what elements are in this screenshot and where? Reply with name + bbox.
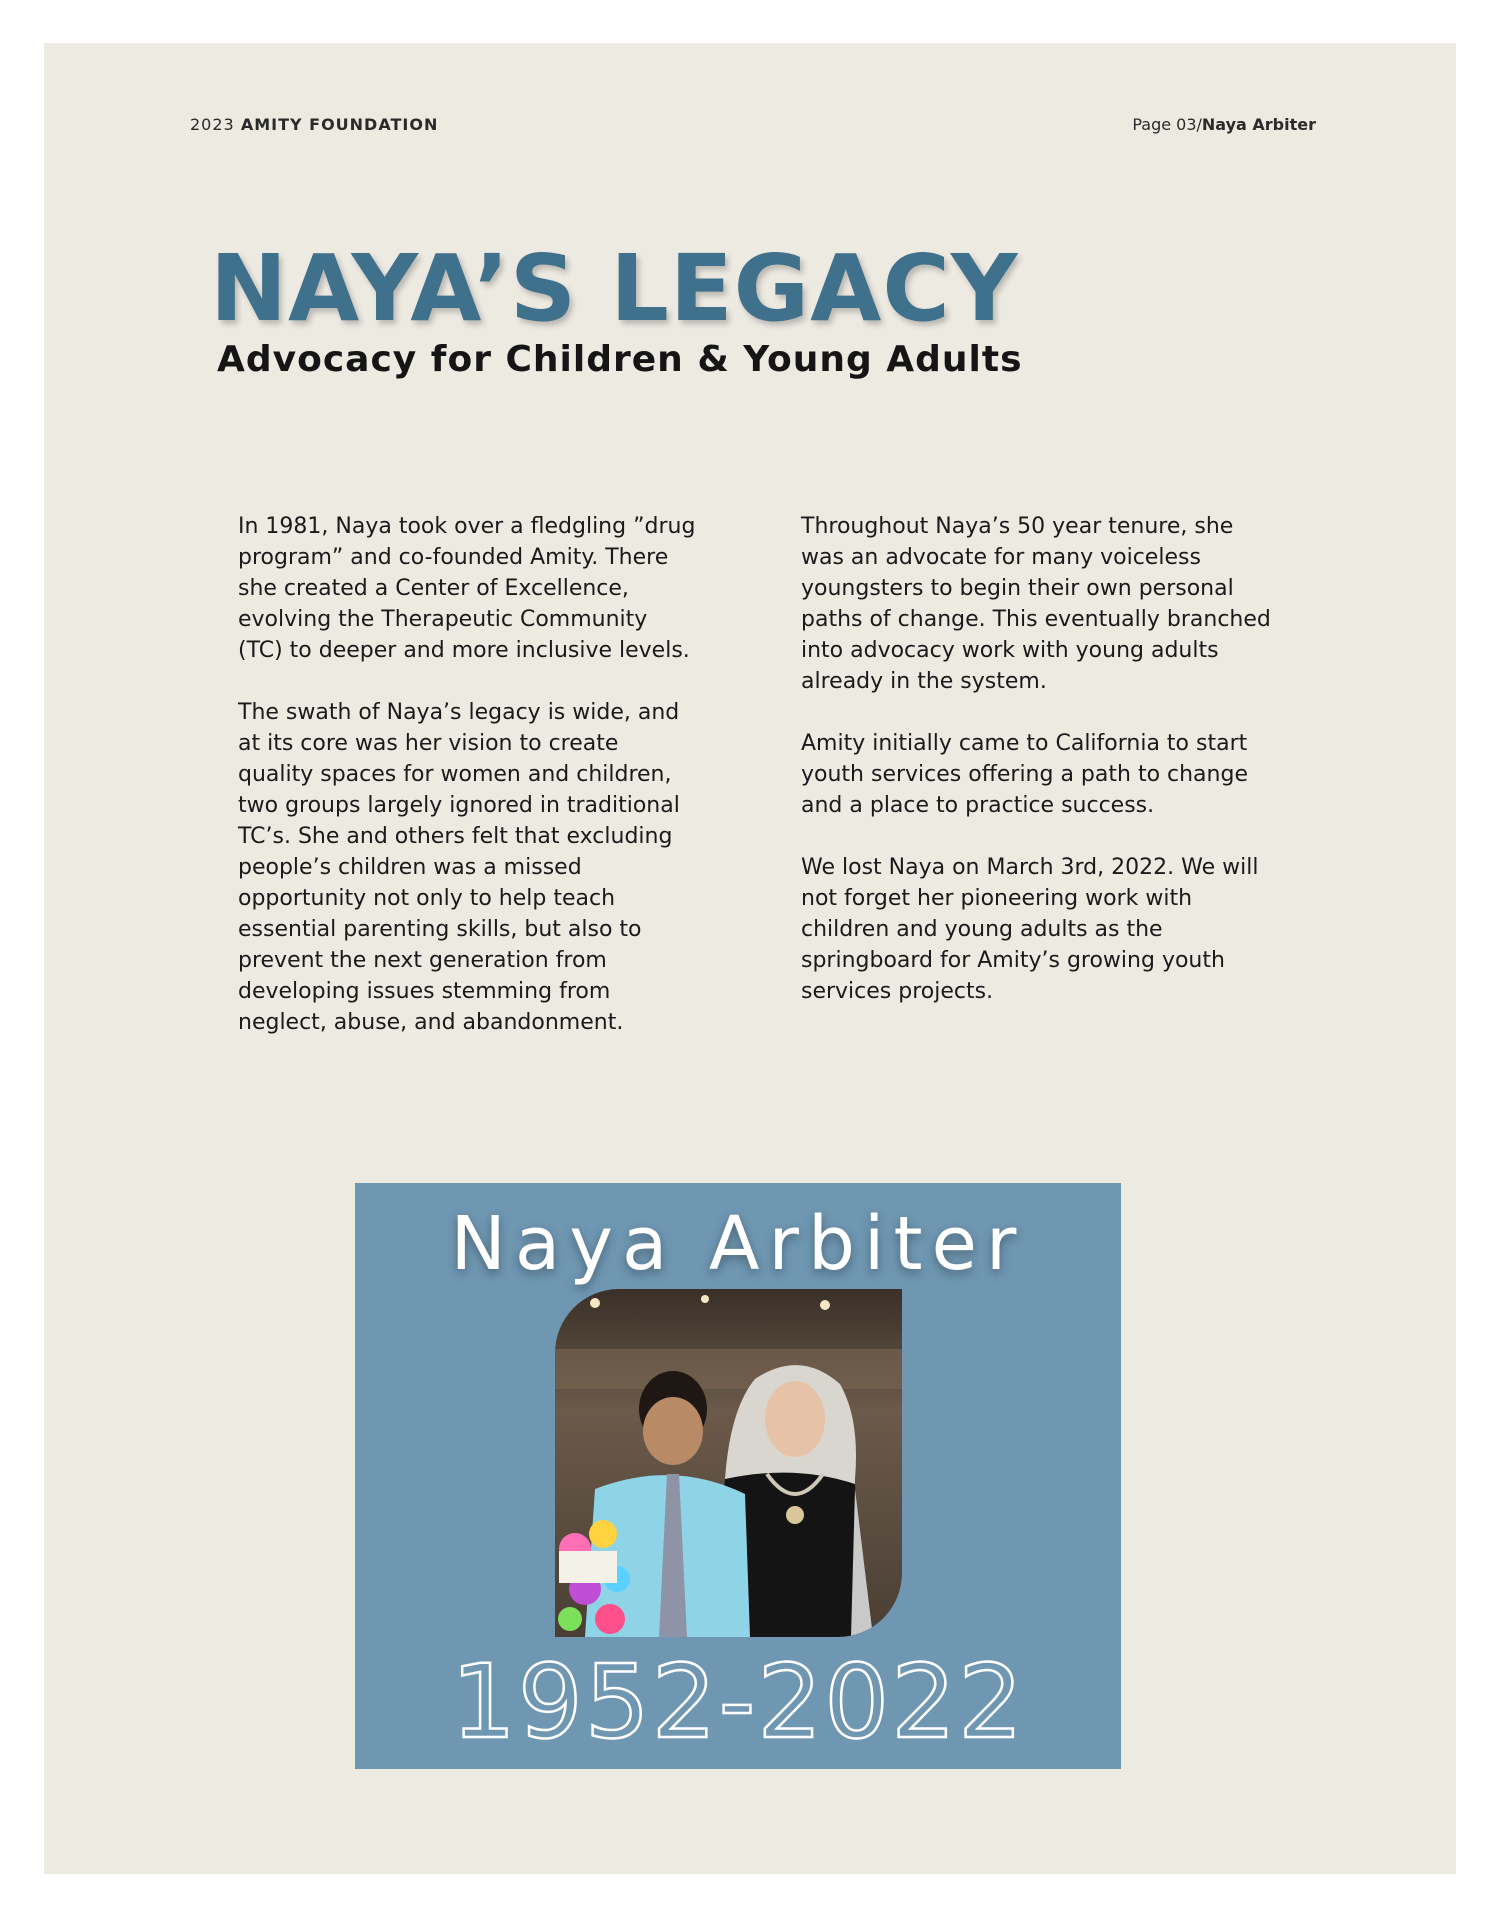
- memorial-name: Naya Arbiter: [450, 1201, 1026, 1287]
- header-org-name: AMITY FOUNDATION: [240, 115, 439, 134]
- left-paragraph-1: In 1981, Naya took over a fledgling ”drug program” and co-founded Amity. There she created a Center of Excellence, evolving the Therapeutic Community (TC) to deeper and more inclusive levels.: [238, 514, 696, 663]
- header-page: [1132, 115, 1316, 134]
- right-paragraph-3: We lost Naya on March 3rd, 2022. We will not forget her pioneering work with children and young adults as the springboard for Amity’s growing youth services projects.: [801, 855, 1259, 1004]
- page: [44, 43, 1456, 1874]
- header-org: [190, 115, 438, 134]
- page-title: NAYA’S LEGACY: [210, 235, 1019, 342]
- right-column: [801, 511, 1271, 1038]
- right-paragraph-1: Throughout Naya’s 50 year tenure, she was an advocate for many voiceless youngsters to begin their own personal paths of change. This eventually branched into advocacy work with young adults already in the system.: [801, 514, 1271, 694]
- header-page-name: Naya Arbiter: [1201, 115, 1316, 134]
- right-paragraph-2: Amity initially came to California to start youth services offering a path to change and a place to practice success.: [801, 731, 1248, 818]
- memorial-years: 1952-2022: [451, 1643, 1025, 1762]
- header-page-label: Page 03/: [1132, 115, 1202, 134]
- memorial-photo: [555, 1289, 902, 1637]
- header-year: 2023: [190, 115, 235, 134]
- page-subtitle: Advocacy for Children & Young Adults: [217, 339, 1023, 380]
- left-column: [238, 511, 698, 1069]
- memorial-card: [355, 1183, 1121, 1769]
- left-paragraph-2: The swath of Naya’s legacy is wide, and at its core was her vision to create quality spaces for women and children, two groups largely ignored in traditional TC’s. She and others felt that excluding people’s children was a missed opportunity not only to help teach essential parenting skills, but also to prevent the next generation from developing issues stemming from neglect, abuse, and abandonment.: [238, 700, 680, 1035]
